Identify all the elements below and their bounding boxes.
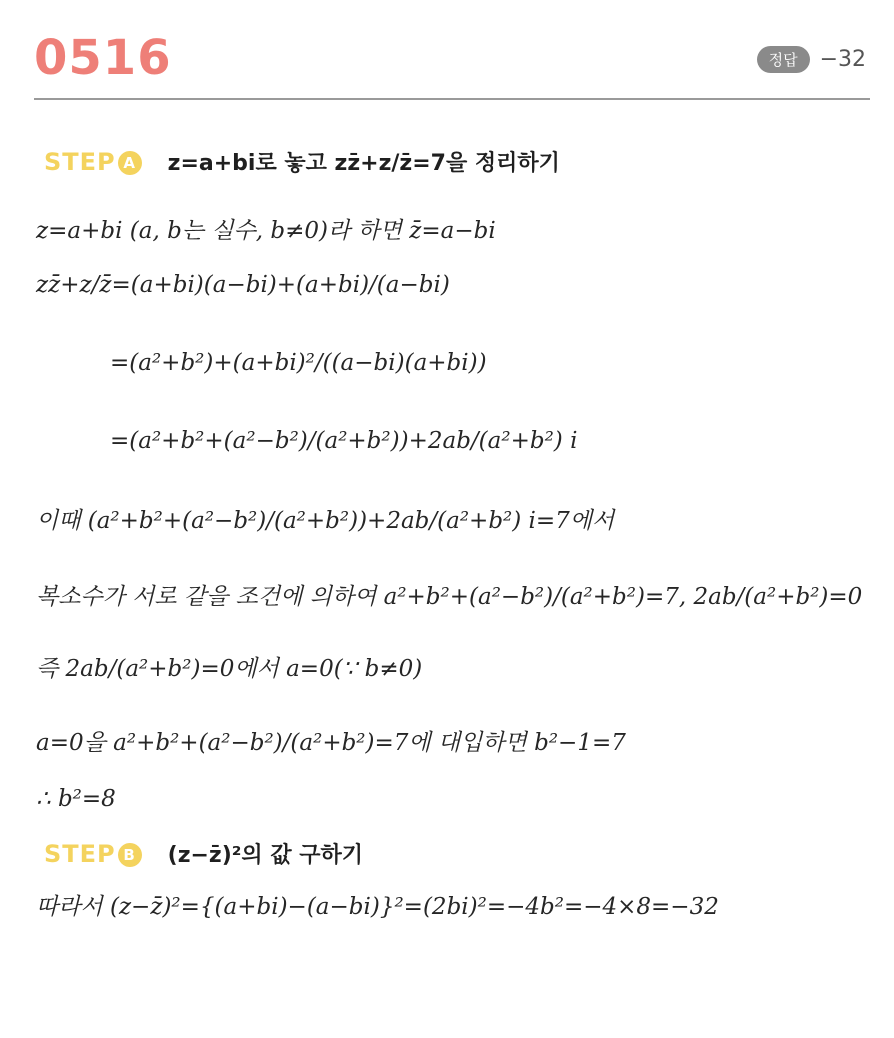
step-b-title: (z−z̄)²의 값 구하기	[167, 843, 364, 868]
step-b-badge-mark: B	[118, 843, 142, 867]
solution-line: ∴ b²=8	[36, 786, 116, 812]
step-a-badge-text: STEP	[44, 147, 116, 176]
step-b-badge-text: STEP	[44, 839, 116, 868]
solution-line: z=a+bi (a, b는 실수, b≠0)라 하면 z̄=a−bi	[36, 218, 496, 244]
answer-box	[757, 46, 866, 73]
answer-value: −32	[819, 47, 866, 72]
solution-line: 이때 (a²+b²+(a²−b²)/(a²+b²))+2ab/(a²+b²) i=7에서	[36, 508, 615, 534]
step-b-heading	[44, 838, 363, 869]
step-a-heading	[44, 146, 560, 177]
step-b-badge	[44, 840, 142, 868]
solution-line: a=0을 a²+b²+(a²−b²)/(a²+b²)=7에 대입하면 b²−1=7	[36, 730, 626, 756]
solution-line: =(a²+b²+(a²−b²)/(a²+b²))+2ab/(a²+b²) i	[110, 428, 578, 454]
solution-line: 따라서 (z−z̄)²={(a+bi)−(a−bi)}²=(2bi)²=−4b²=−4×8=−32	[36, 894, 719, 920]
header-divider	[34, 98, 870, 100]
answer-label-badge: 정답	[757, 46, 810, 73]
solution-line: zz̄+z/z̄=(a+bi)(a−bi)+(a+bi)/(a−bi)	[36, 272, 450, 298]
problem-number: 0516	[34, 30, 172, 86]
step-a-title: z=a+bi로 놓고 zz̄+z/z̄=7을 정리하기	[167, 151, 560, 176]
step-a-badge	[44, 148, 142, 176]
step-a-badge-mark: A	[118, 151, 142, 175]
solution-line: 즉 2ab/(a²+b²)=0에서 a=0(∵ b≠0)	[36, 656, 423, 682]
solution-line: 복소수가 서로 같을 조건에 의하여 a²+b²+(a²−b²)/(a²+b²)=7, 2ab/(a²+b²)=0	[36, 584, 863, 610]
solution-line: =(a²+b²)+(a+bi)²/((a−bi)(a+bi))	[110, 350, 487, 376]
